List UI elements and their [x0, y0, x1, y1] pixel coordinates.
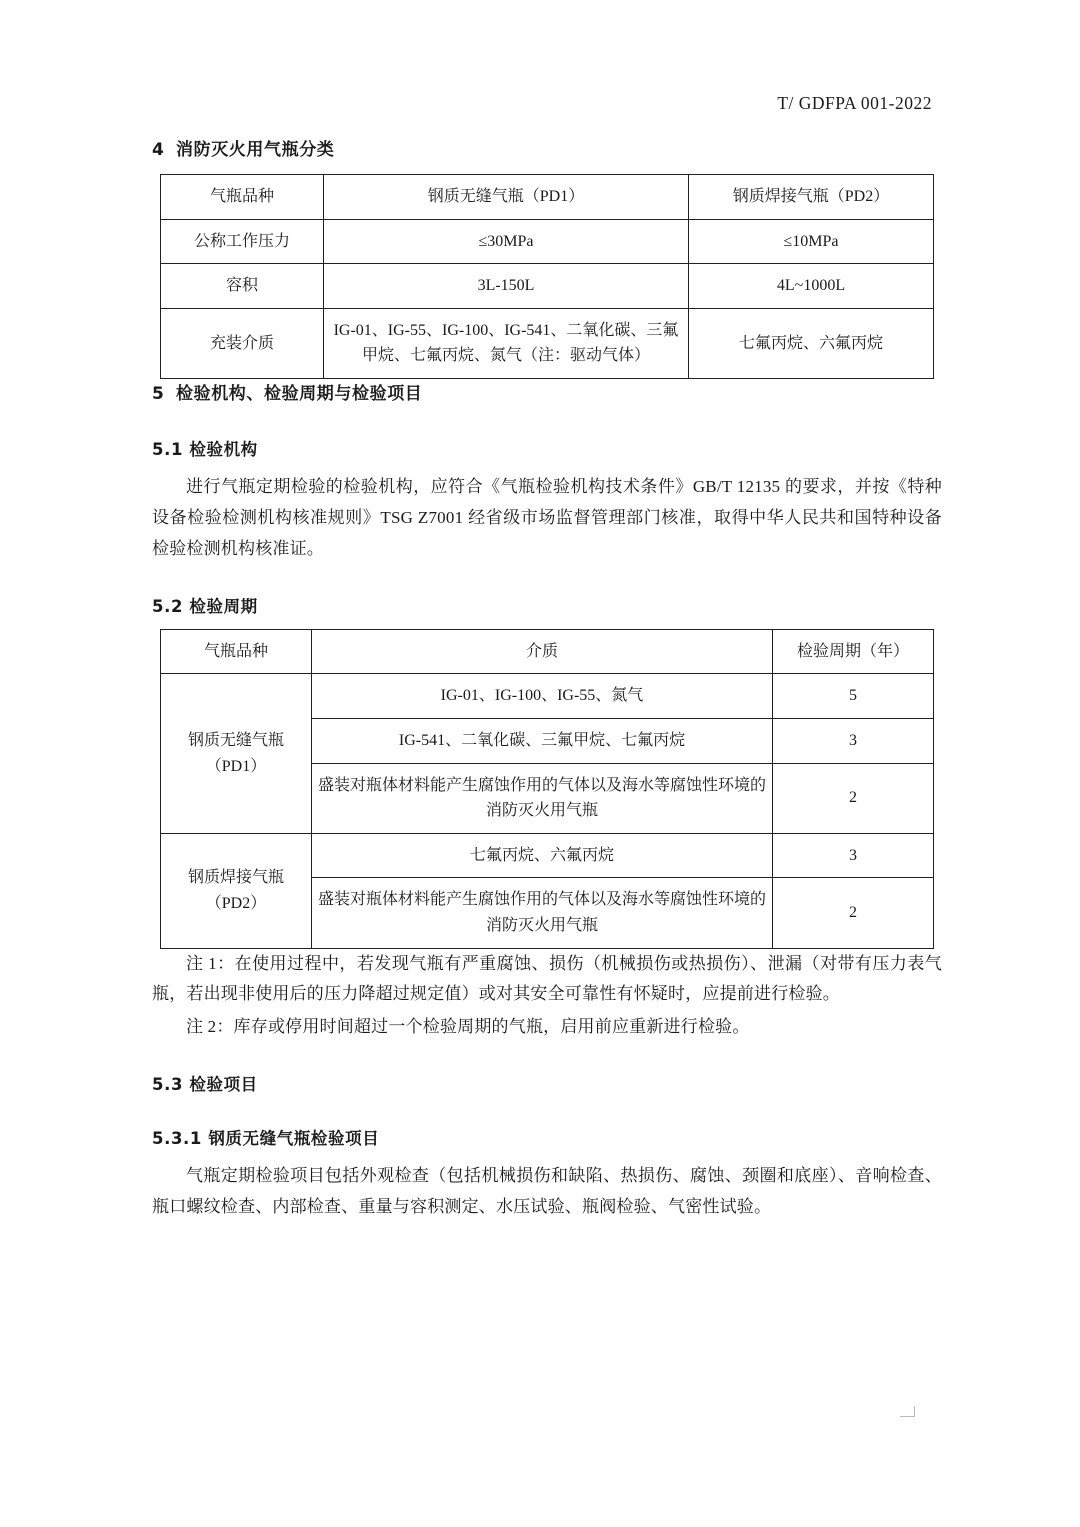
cell-medium-pd1: IG-01、IG-55、IG-100、IG-541、二氧化碳、三氟甲烷、七氟丙烷、氮气（注：驱动气体） [324, 308, 689, 378]
table-row [161, 833, 934, 878]
paragraph-5-1: 进行气瓶定期检验的检验机构，应符合《气瓶检验机构技术条件》GB/T 12135 的要求，并按《特种设备检验检测机构核准规则》TSG Z7001 经省级市场监督管理部门核准，取得中华人民共和国特种设备检验检测机构核准证。 [152, 476, 942, 558]
cell-years-pd1-2: 3 [773, 718, 934, 763]
cell-medium-pd2: 七氟丙烷、六氟丙烷 [689, 308, 934, 378]
spacer [152, 1045, 942, 1071]
section-heading-5-2: 5.2 检验周期 [152, 596, 258, 616]
table-cylinder-classification [160, 174, 934, 379]
spacer [152, 418, 942, 436]
cell-volume-pd1: 3L-150L [324, 264, 689, 309]
cell-volume-label: 容积 [161, 264, 324, 309]
cell-category-header: 气瓶品种 [161, 629, 312, 674]
cell-medium-header: 介质 [312, 629, 773, 674]
spacer [152, 1107, 942, 1125]
table-row [161, 308, 934, 378]
section-heading-5-3-1: 5.3.1 钢质无缝气瓶检验项目 [152, 1129, 380, 1149]
table-row [161, 629, 934, 674]
table-row [161, 264, 934, 309]
cell-pressure-pd2: ≤10MPa [689, 219, 934, 264]
table-row [161, 674, 934, 719]
section-title-5: 检验机构、检验周期与检验项目 [176, 383, 423, 404]
cell-period-header: 检验周期（年） [773, 629, 934, 674]
cell-group-pd1: 钢质无缝气瓶（PD1） [161, 674, 312, 833]
cell-medium-pd1-2: IG-541、二氧化碳、三氟甲烷、七氟丙烷 [312, 718, 773, 763]
cell-category-header: 气瓶品种 [161, 175, 324, 220]
cell-medium-pd2-2: 盛装对瓶体材料能产生腐蚀作用的气体以及海水等腐蚀性环境的消防灭火用气瓶 [312, 878, 773, 948]
section-heading-5-3: 5.3 检验项目 [152, 1075, 258, 1095]
document-content [152, 135, 942, 1233]
cell-group-pd2: 钢质焊接气瓶（PD2） [161, 833, 312, 948]
section-number-4: 4 [152, 140, 165, 160]
table-row [161, 175, 934, 220]
cell-pd2-header: 钢质焊接气瓶（PD2） [689, 175, 934, 220]
cell-years-pd1-3: 2 [773, 763, 934, 833]
page-header: T/ GDFPA 001-2022 [777, 93, 932, 113]
cell-pressure-label: 公称工作压力 [161, 219, 324, 264]
section-heading-4 [152, 135, 942, 160]
cell-medium-pd1-3: 盛装对瓶体材料能产生腐蚀作用的气体以及海水等腐蚀性环境的消防灭火用气瓶 [312, 763, 773, 833]
cell-pd1-header: 钢质无缝气瓶（PD1） [324, 175, 689, 220]
note-1: 注 1：在使用过程中，若发现气瓶有严重腐蚀、损伤（机械损伤或热损伤）、泄漏（对带有压力表气瓶，若出现非使用后的压力降超过规定值）或对其安全可靠性有怀疑时，应提前进行检验。 [152, 953, 942, 1004]
section-heading-5 [152, 379, 942, 404]
cell-volume-pd2: 4L~1000L [689, 264, 934, 309]
cell-years-pd2-2: 2 [773, 878, 934, 948]
cell-medium-pd2-1: 七氟丙烷、六氟丙烷 [312, 833, 773, 878]
cell-years-pd2-1: 3 [773, 833, 934, 878]
table-inspection-period [160, 629, 934, 949]
cell-medium-pd1-1: IG-01、IG-100、IG-55、氮气 [312, 674, 773, 719]
note-2: 注 2：库存或停用时间超过一个检验周期的气瓶，启用前应重新进行检验。 [186, 1017, 750, 1037]
cell-years-pd1-1: 5 [773, 674, 934, 719]
paragraph-5-3-1: 气瓶定期检验项目包括外观检查（包括机械损伤和缺陷、热损伤、腐蚀、颈圈和底座）、音响检查、瓶口螺纹检查、内部检查、重量与容积测定、水压试验、瓶阀检验、气密性试验。 [152, 1166, 942, 1217]
section-heading-5-1: 5.1 检验机构 [152, 439, 258, 459]
cell-medium-label: 充装介质 [161, 308, 324, 378]
page-corner-mark [900, 1406, 915, 1417]
section-title-4: 消防灭火用气瓶分类 [176, 140, 335, 160]
cell-pressure-pd1: ≤30MPa [324, 219, 689, 264]
spacer [152, 575, 942, 593]
table-row [161, 219, 934, 264]
section-number-5: 5 [152, 383, 165, 404]
